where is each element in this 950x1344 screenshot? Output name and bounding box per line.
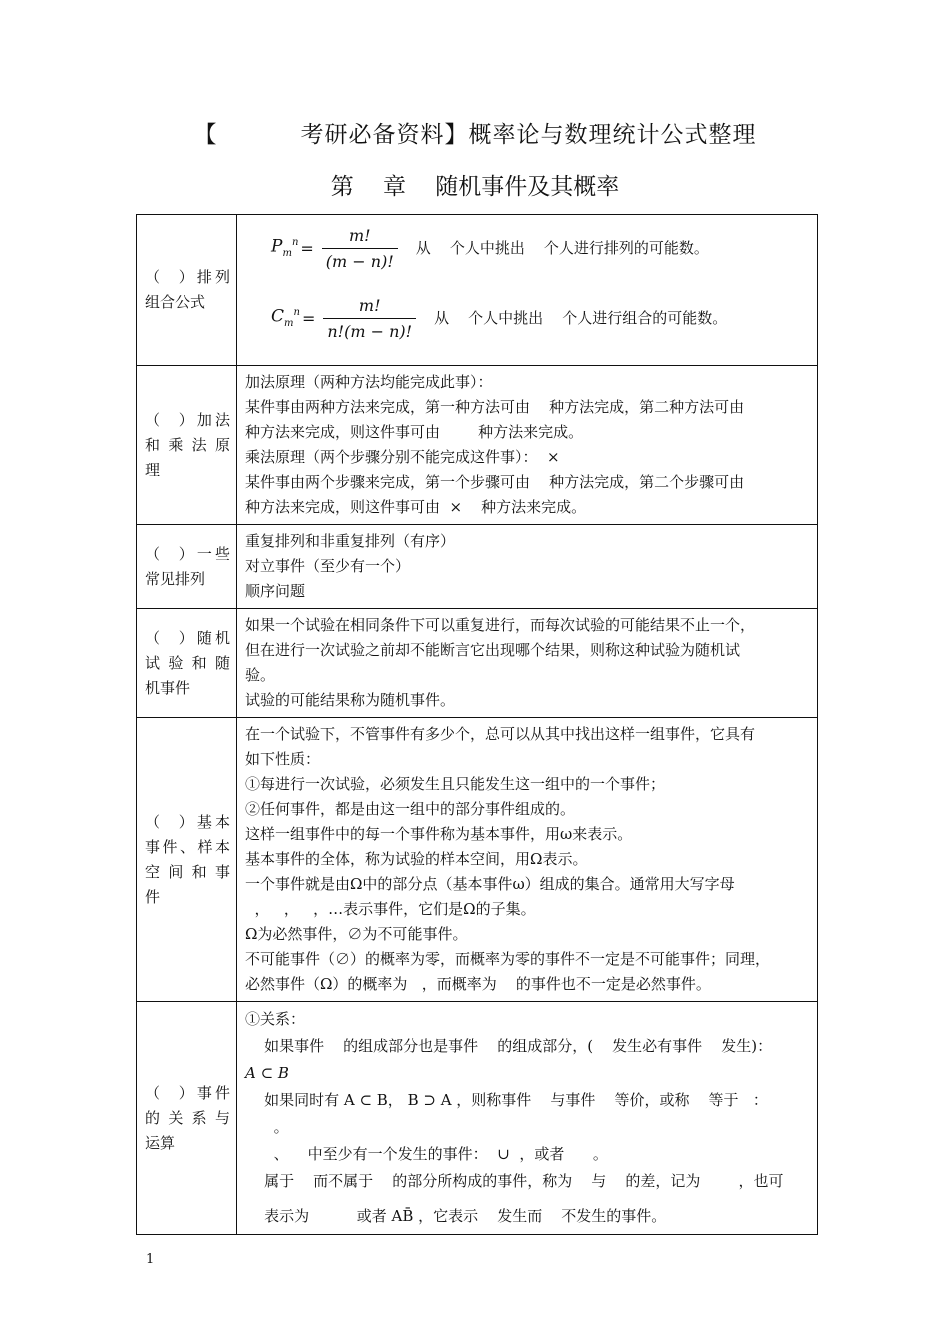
row-label (137, 366, 237, 525)
label-line: （ ）加法 (145, 410, 230, 429)
text-line: ， ， ，…表示事件，它们是Ω的子集。 (245, 900, 536, 918)
formula-text: 从 个人中挑出 个人进行排列的可能数。 (415, 238, 709, 257)
label-line: 的 关 系 与 (145, 1108, 230, 1127)
label-line: 机事件 (145, 678, 191, 697)
text-line: 但在进行一次试验之前却不能断言它出现哪个结果，则称这种试验为随机试 (245, 641, 741, 659)
page-number: 1 (146, 1252, 155, 1267)
formula-denominator: n!(m − n)! (323, 318, 416, 344)
text-line: 对立事件（至少有一个） (245, 557, 411, 575)
text-line: 种方法来完成，则这件事可由 种方法来完成。 (245, 423, 584, 441)
label-line: 事件、样本 (145, 837, 230, 856)
text-line: 试验的可能结果称为随机事件。 (245, 691, 456, 709)
table-row (137, 366, 818, 525)
label-line: （ ）随机 (145, 628, 230, 647)
formula-numerator: m! (348, 225, 371, 245)
text-line: 基本事件的全体，称为试验的样本空间，用Ω表示。 (245, 850, 588, 868)
text-line: 重复排列和非重复排列（有序） (245, 532, 456, 550)
text-line: 属于 而不属于 的部分所构成的事件，称为 与 的差，记为 ，也可 (245, 1172, 784, 1190)
permutation-formula: $P_m^n$ = $\frac{m!}{(m - n)!}$ 从 个人中挑出 个人进行排列的可能数。 (271, 223, 809, 273)
chapter-title: 第 章 随机事件及其概率 (330, 174, 620, 200)
row-label (137, 215, 237, 366)
row-label (137, 718, 237, 1002)
formula-numerator: m! (358, 295, 381, 315)
formula-denominator: (m − n)! (322, 248, 398, 274)
text-line: ②任何事件，都是由这一组中的部分事件组成的。 (245, 800, 576, 818)
text-line: Ω为必然事件，∅为不可能事件。 (245, 925, 468, 943)
text-line: 种方法来完成，则这件事可由 × 种方法来完成。 (245, 498, 587, 516)
table-row (137, 525, 818, 609)
text-line: 加法原理（两种方法均能完成此事）： (245, 373, 493, 391)
label-line: 和 乘 法 原 (145, 435, 230, 454)
text-line: 不可能事件（∅）的概率为零，而概率为零的事件不一定是不可能事件；同理， (245, 950, 771, 968)
text-line: 必然事件（Ω）的概率为 ，而概率为 的事件也不一定是必然事件。 (245, 975, 711, 993)
text-line: 一个事件就是由Ω中的部分点（基本事件ω）组成的集合。通常用大写字母 (245, 875, 735, 893)
combination-formula: $C_m^n$ = $\frac{m!}{n!(m - n)!}$ 从 个人中挑出 个人进行组合的可能数。 (271, 293, 809, 343)
label-line: 理 (145, 460, 161, 479)
text-line: 如果同时有 A ⊂ B， B ⊃ A ，则称事件 与事件 等价，或称 等于 ： (245, 1091, 768, 1109)
label-line: （ ）基本 (145, 812, 230, 831)
row-content (237, 609, 818, 718)
label-line: 空 间 和 事 (145, 862, 230, 881)
document-title: 【 考研必备资料】概率论与数理统计公式整理 (193, 122, 757, 148)
text-line: 如果事件 的组成部分也是事件 的组成部分，( 发生必有事件 发生)： (245, 1037, 773, 1055)
row-content (237, 1002, 818, 1235)
text-line: 验。 (245, 666, 276, 684)
table-row (137, 215, 818, 366)
text-line: 、 中至少有一个发生的事件： ∪ ，或者 。 (245, 1145, 608, 1163)
text-line: 表示为 或者 AB̄ ，它表示 发生而 不发生的事件。 (245, 1207, 667, 1225)
text-line: 顺序问题 (245, 582, 306, 600)
text-line: 在一个试验下，不管事件有多少个，总可以从其中找出这样一组事件，它具有 (245, 725, 756, 743)
row-label (137, 1002, 237, 1235)
label-line: （ ）排列 (145, 268, 230, 286)
row-content (237, 366, 818, 525)
text-line: A ⊂ B (245, 1064, 289, 1082)
formula-text: 从 个人中挑出 个人进行组合的可能数。 (434, 308, 728, 327)
formula-table (136, 214, 818, 1235)
text-line: 某件事由两个步骤来完成，第一个步骤可由 种方法完成，第二个步骤可由 (245, 473, 745, 491)
table-row (137, 609, 818, 718)
text-line: ①关系： (245, 1010, 306, 1028)
label-line: 常见排列 (145, 569, 206, 588)
label-line: 件 (145, 887, 161, 906)
text-line: 如果一个试验在相同条件下可以重复进行，而每次试验的可能结果不止一个， (245, 616, 756, 634)
label-line: （ ）一些 (145, 544, 230, 563)
text-line: ①每进行一次试验，必须发生且只能发生这一组中的一个事件； (245, 775, 666, 793)
text-line: 乘法原理（两个步骤分别不能完成这件事）： × (245, 448, 560, 466)
row-content (237, 215, 818, 366)
row-label (137, 525, 237, 609)
text-line: 这样一组事件中的每一个事件称为基本事件，用ω来表示。 (245, 825, 633, 843)
row-content (237, 718, 818, 1002)
row-content (237, 525, 818, 609)
table-row (137, 1002, 818, 1235)
text-line: 某件事由两种方法来完成，第一种方法可由 种方法完成，第二种方法可由 (245, 398, 745, 416)
table-row (137, 718, 818, 1002)
text-line: 。 (245, 1118, 289, 1136)
label-line: 运算 (145, 1133, 176, 1152)
text-line: 如下性质： (245, 750, 321, 768)
label-line: 组合公式 (145, 293, 206, 311)
label-line: （ ）事件 (145, 1083, 230, 1102)
label-line: 试 验 和 随 (145, 653, 230, 672)
row-label (137, 609, 237, 718)
